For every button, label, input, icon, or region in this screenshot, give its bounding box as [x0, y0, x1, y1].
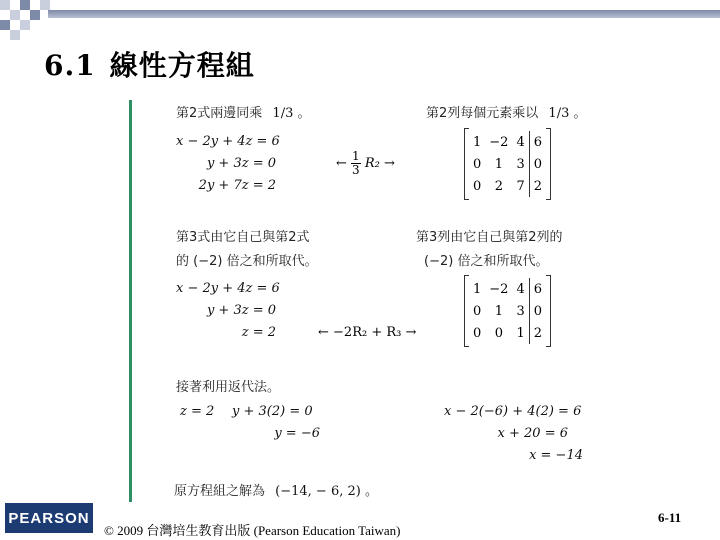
step2-right-caption-line2: (−2) 倍之和所取代。: [424, 254, 549, 269]
checker-decoration: [0, 0, 60, 40]
step3-x-equation-2: x + 20 = 6: [497, 426, 568, 441]
matrix-cell: 4: [516, 134, 525, 150]
step1-op-numerator: 1: [352, 149, 360, 163]
matrix-cell: 1: [494, 156, 503, 172]
step1-op-denominator: 3: [352, 163, 360, 177]
matrix-cell: 6: [529, 278, 546, 300]
step1-left-caption-value: 1/3 。: [272, 106, 311, 121]
step1-equation-2: y + 3z = 0: [206, 156, 276, 171]
step3-y-equation-2: y = −6: [274, 426, 320, 441]
content-divider: [129, 100, 132, 502]
matrix-cell: 1: [473, 281, 482, 297]
step3-y-equation-1: y + 3(2) = 0: [232, 404, 313, 419]
step3-z-equation: z = 2: [180, 404, 215, 419]
step2-equation-2: y + 3z = 0: [206, 303, 276, 318]
matrix-cell: −2: [489, 134, 509, 150]
title-number: 6.1: [44, 49, 96, 82]
step2-left-caption-line1: 第3式由它自己與第2式: [176, 230, 310, 245]
step1-op-fraction: [351, 150, 361, 177]
copyright-text: © 2009 台灣培生教育出版 (Pearson Education Taiwan): [104, 523, 401, 538]
matrix-cell: 3: [516, 303, 525, 319]
matrix-cell: 0: [473, 156, 482, 172]
step3-caption: 接著利用返代法。: [176, 380, 281, 395]
matrix-cell: 1: [473, 134, 482, 150]
header-bar: [48, 10, 720, 18]
matrix-cell: 4: [516, 281, 525, 297]
step2-equation-1: x − 2y + 4z = 6: [176, 281, 280, 296]
page-title: [44, 44, 255, 84]
matrix-cell: 1: [516, 325, 525, 341]
step2-row-operation: ← −2R₂ + R₃ →: [318, 325, 417, 340]
matrix-cell: 7: [516, 178, 525, 194]
matrix-cell: 0: [473, 303, 482, 319]
matrix-cell: 1: [494, 303, 503, 319]
matrix-cell: 0: [473, 325, 482, 341]
step3-x-equation-3: x = −14: [529, 448, 583, 463]
matrix-cell: 2: [529, 322, 546, 344]
step1-right-caption: [426, 102, 586, 121]
matrix-cell: 2: [529, 175, 546, 197]
step2-equation-3: z = 2: [241, 325, 276, 340]
solution-value: (−14, − 6, 2) 。: [275, 484, 378, 499]
solution-line: [174, 480, 378, 499]
step3-x-equation-1: x − 2(−6) + 4(2) = 6: [444, 404, 582, 419]
solution-caption: 原方程組之解為: [174, 484, 266, 499]
matrix-cell: 6: [529, 131, 546, 153]
matrix-cell: 3: [516, 156, 525, 172]
matrix-cell: 0: [473, 178, 482, 194]
matrix-cell: −2: [489, 281, 509, 297]
step1-right-caption-text: 第2列每個元素乘以: [426, 106, 539, 121]
title-text: 線性方程組: [109, 49, 255, 82]
step1-row-operation: [336, 150, 395, 177]
matrix-cell: 0: [529, 153, 546, 175]
step2-matrix: [464, 276, 551, 346]
step2-left-caption-line2: 的 (−2) 倍之和所取代。: [176, 254, 318, 269]
step1-right-caption-value: 1/3 。: [548, 106, 587, 121]
matrix-cell: 0: [494, 325, 503, 341]
step1-equation-1: x − 2y + 4z = 6: [176, 134, 280, 149]
step1-equation-3: 2y + 7z = 2: [198, 178, 276, 193]
step1-left-caption-text: 第2式兩邊同乘: [176, 106, 263, 121]
step1-op-arrow-left: ←: [336, 156, 347, 171]
pearson-logo: PEARSON: [5, 503, 93, 533]
step2-right-caption-line1: 第3列由它自己與第2列的: [416, 230, 563, 245]
matrix-cell: 0: [529, 300, 546, 322]
step1-matrix: [464, 129, 551, 199]
step1-left-caption: [176, 102, 310, 121]
matrix-cell: 2: [494, 178, 503, 194]
page-number: 6-11: [658, 510, 682, 525]
step1-op-row: R₂ →: [364, 156, 395, 171]
